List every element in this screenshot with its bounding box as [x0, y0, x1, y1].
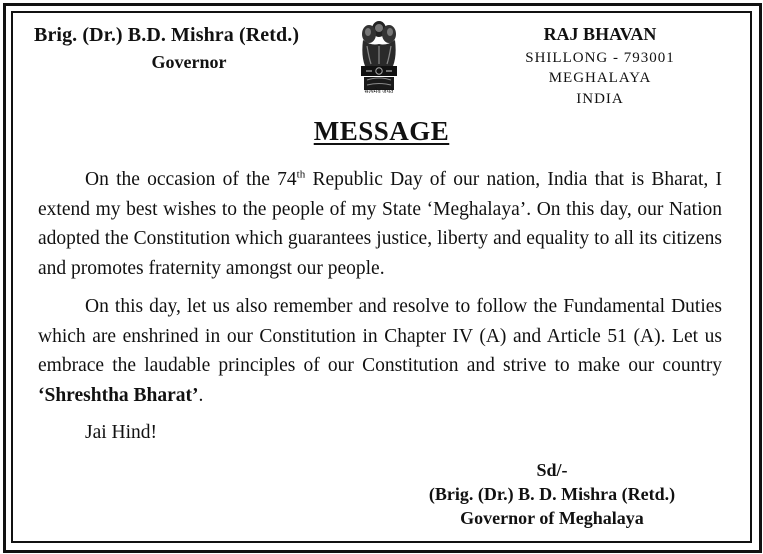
paragraph-1-rest: Republic Day of our nation, India that is Bharat, I extend my best wishes to the people of my State ‘Meghalaya’. On this day, our Nation adopted the Constitution which guarantees justice, liberty and equality to all its citizens and promotes fraternity amongst our people.: [38, 169, 722, 279]
paragraph-2-end: .: [198, 384, 204, 406]
address-line-4: INDIA: [576, 91, 624, 107]
paragraph-1-start: On the occasion of the 74: [85, 169, 297, 190]
paragraph-2: [38, 292, 722, 410]
sender-name: Brig. (Dr.) B.D. Mishra (Retd.): [34, 24, 300, 46]
address-line-3: MEGHALAYA: [548, 70, 652, 86]
sender-title: Governor: [151, 52, 227, 72]
emblem-motto: सत्यमेव जयते: [364, 89, 394, 95]
paragraph-1: [38, 165, 722, 283]
signature-title: Governor of Meghalaya: [460, 508, 644, 528]
paragraph-2-text: On this day, let us also remember and resolve to follow the Fundamental Duties which are enshrined in our Constitution in Chapter IV (A) and Article 51 (A). Let us embrace the laudable principles of our Constitution and strive to make our country: [38, 296, 722, 376]
signature-name: (Brig. (Dr.) B. D. Mishra (Retd.): [428, 484, 676, 504]
address-line-1: RAJ BHAVAN: [543, 24, 657, 44]
message-heading: MESSAGE: [313, 116, 450, 146]
paragraph-2-emphasis: ‘Shreshtha Bharat’: [38, 384, 199, 406]
address-line-2: SHILLONG - 793001: [525, 50, 675, 66]
ordinal-suffix: th: [296, 168, 306, 181]
signature-sd: Sd/-: [536, 460, 568, 480]
closing-salutation: Jai Hind!: [85, 422, 158, 443]
